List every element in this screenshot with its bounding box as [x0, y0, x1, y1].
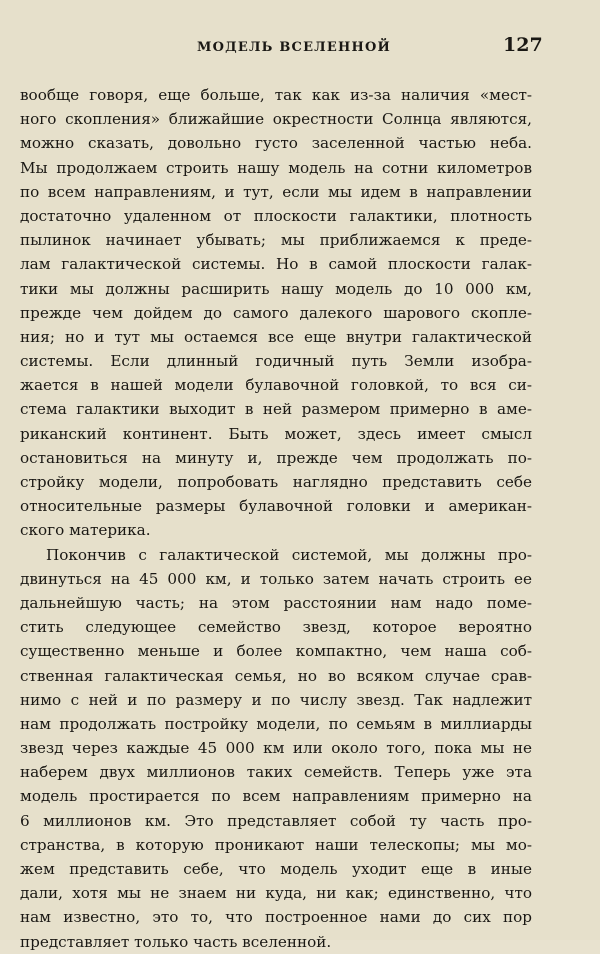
- page-number: 127: [503, 34, 543, 56]
- text-line: 6 миллионов км. Это представляет собой ту часть про-: [20, 811, 532, 830]
- text-line: нам известно, это то, что построенное нами до сих пор: [20, 908, 532, 927]
- page-header: [0, 34, 600, 62]
- text-line: стить следующее семейство звезд, которое вероятно: [20, 618, 532, 637]
- text-line: жем представить себе, что модель уходит еще в иные: [20, 860, 532, 878]
- text-line: тики мы должны расширить нашу модель до 10 000 км,: [20, 279, 532, 298]
- text-line: по всем направлениям, и тут, если мы идем в направлении: [20, 182, 532, 201]
- text-line: прежде чем дойдем до самого далекого шарового скопле-: [20, 303, 532, 322]
- text-line: системы. Если длинный годичный путь Земли изобра-: [20, 352, 532, 371]
- text-line: Мы продолжаем строить нашу модель на сотни километров: [20, 158, 532, 177]
- paragraph-end-line: представляет только часть вселенной.: [20, 932, 332, 951]
- text-line: существенно меньше и более компактно, чем наша соб-: [20, 642, 532, 661]
- text-line: нам продолжать постройку модели, по семьям в миллиарды: [20, 714, 532, 733]
- body-text: [20, 83, 532, 954]
- text-line: остановиться на минуту и, прежде чем продолжать по-: [20, 448, 532, 467]
- text-line: ственная галактическая семья, но во всяком случае срав-: [20, 666, 532, 685]
- text-line: ного скопления» ближайшие окрестности Солнца являются,: [20, 110, 532, 129]
- text-line: дали, хотя мы не знаем ни куда, ни как; единственно, что: [20, 884, 532, 903]
- text-line: вообще говоря, еще больше, так как из-за наличия «мест-: [20, 86, 532, 104]
- text-line: нимо с ней и по размеру и по числу звезд. Так надлежит: [20, 690, 532, 709]
- paragraph-end-line: ского материка.: [20, 521, 151, 540]
- text-line: ния; но и тут мы остаемся все еще внутри галактической: [20, 327, 532, 346]
- text-line: можно сказать, довольно густо заселенной частью неба.: [20, 134, 532, 153]
- text-line: относительные размеры булавочной головки и американ-: [20, 497, 532, 516]
- text-line: двинуться на 45 000 км, и только затем начать строить ее: [20, 569, 532, 588]
- text-line: стема галактики выходит в ней размером примерно в аме-: [20, 400, 532, 419]
- text-line: стройку модели, попробовать наглядно представить себе: [20, 473, 532, 491]
- text-line: лам галактической системы. Но в самой плоскости галак-: [20, 255, 532, 274]
- text-line: звезд через каждые 45 000 км или около того, пока мы не: [20, 739, 532, 758]
- text-line: дальнейшую часть; на этом расстоянии нам надо поме-: [20, 593, 532, 612]
- text-line: жается в нашей модели булавочной головкой, то вся си-: [20, 376, 532, 395]
- text-line: риканский континент. Быть может, здесь имеет смысл: [20, 424, 532, 443]
- running-title: МОДЕЛЬ ВСЕЛЕННОЙ: [197, 40, 391, 55]
- paragraph-start-line: Покончив с галактической системой, мы должны про-: [46, 545, 532, 564]
- text-line: достаточно удаленном от плоскости галактики, плотность: [20, 206, 532, 225]
- text-line: пылинок начинает убывать; мы приближаемся к преде-: [20, 231, 532, 250]
- text-line: странства, в которую проникают наши телескопы; мы мо-: [20, 835, 532, 854]
- text-line: наберем двух миллионов таких семейств. Теперь уже эта: [20, 763, 532, 782]
- text-line: модель простирается по всем направлениям примерно на: [20, 787, 532, 806]
